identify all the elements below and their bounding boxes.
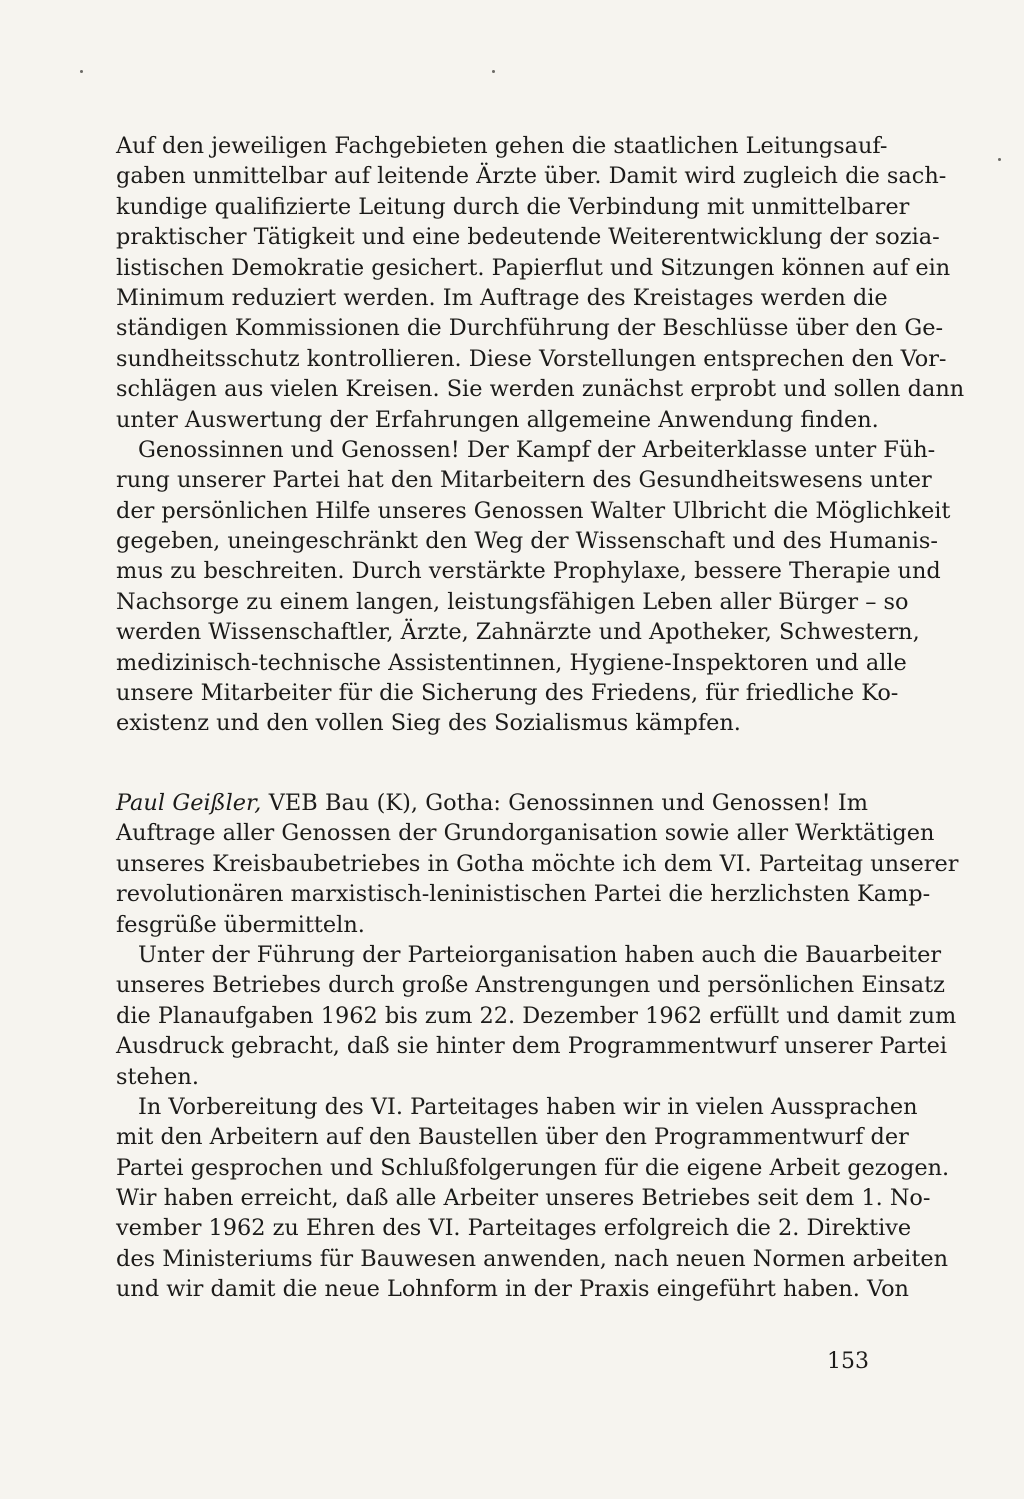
text-line: werden Wissenschaftler, Ärzte, Zahnärzte und Apotheker, Schwestern, (116, 619, 920, 646)
text-line: unseres Kreisbaubetriebes in Gotha möchte ich dem VI. Parteitag unserer (116, 850, 959, 877)
print-speck (492, 70, 495, 73)
text-line: Partei gesprochen und Schlußfolgerungen für die eigene Arbeit gezogen. (116, 1154, 950, 1181)
text-line: In Vorbereitung des VI. Parteitages haben wir in vielen Aussprachen (138, 1093, 918, 1120)
text-line: Ausdruck gebracht, daß sie hinter dem Programmentwurf unserer Partei (116, 1033, 948, 1060)
text-line: Auf den jeweiligen Fachgebieten gehen die staatlichen Leitungsauf- (116, 133, 888, 159)
text-line: Auftrage aller Genossen der Grundorganisation sowie aller Werktätigen (116, 820, 935, 847)
text-line: Minimum reduziert werden. Im Auftrage des Kreistages werden die (116, 284, 888, 311)
text-line: die Planaufgaben 1962 bis zum 22. Dezember 1962 erfüllt und damit zum (116, 1002, 957, 1029)
text-line: mit den Arbeitern auf den Baustellen über den Programmentwurf der (116, 1124, 909, 1151)
text-line (116, 788, 868, 818)
text-line: Wir haben erreicht, daß alle Arbeiter unseres Betriebes seit dem 1. No- (116, 1185, 931, 1212)
text-line: rung unserer Partei hat den Mitarbeitern des Gesundheitswesens unter (116, 467, 932, 494)
text-line: Unter der Führung der Parteiorganisation haben auch die Bauarbeiter (138, 941, 942, 968)
speaker-name: Paul Geißler, (116, 790, 262, 816)
paragraph-5 (116, 1092, 950, 1305)
text-line: schlägen aus vielen Kreisen. Sie werden zunächst erprobt und sollen dann (116, 376, 965, 403)
text-line: des Ministeriums für Bauwesen anwenden, nach neuen Normen arbeiten (116, 1245, 949, 1272)
text-line: sundheitsschutz kontrollieren. Diese Vorstellungen entsprechen den Vor- (116, 345, 947, 372)
text-line: gaben unmittelbar auf leitende Ärzte über. Damit wird zugleich die sach- (116, 163, 947, 190)
paragraph-4 (116, 940, 957, 1092)
text-line: und wir damit die neue Lohnform in der Praxis eingeführt haben. Von (116, 1276, 909, 1303)
text-line: unsere Mitarbeiter für die Sicherung des Friedens, für friedliche Ko- (116, 680, 899, 707)
text-line: der persönlichen Hilfe unseres Genossen Walter Ulbricht die Möglichkeit (116, 497, 951, 524)
page-number: 153 (827, 1349, 869, 1374)
paragraph-2 (116, 435, 951, 739)
paragraph-3 (116, 788, 959, 940)
text-line: Nachsorge zu einem langen, leistungsfähigen Leben aller Bürger – so (116, 588, 909, 615)
text-line: revolutionären marxistisch-leninistischen Partei die herzlichsten Kamp- (116, 881, 931, 908)
text-line: unter Auswertung der Erfahrungen allgemeine Anwendung finden. (116, 406, 879, 433)
text-line: medizinisch-technische Assistentinnen, Hygiene-Inspektoren und alle (116, 649, 907, 676)
text-line: gegeben, uneingeschränkt den Weg der Wissenschaft und des Humanis- (116, 528, 938, 555)
text-line: stehen. (116, 1063, 199, 1090)
text-line: unseres Betriebes durch große Anstrengungen und persönlichen Einsatz (116, 972, 945, 999)
text-line: mus zu beschreiten. Durch verstärkte Prophylaxe, bessere Therapie und (116, 558, 941, 585)
text-line: Genossinnen und Genossen! Der Kampf der Arbeiterklasse unter Füh- (138, 436, 936, 463)
print-speck (998, 158, 1001, 161)
paragraph-1 (116, 131, 965, 435)
text-line: kundige qualifizierte Leitung durch die Verbindung mit unmittelbarer (116, 193, 910, 220)
text-line: fesgrüße übermitteln. (116, 911, 365, 938)
speaker-line-rest: VEB Bau (K), Gotha: Genossinnen und Genossen! Im (261, 790, 868, 816)
text-block-lower (116, 788, 959, 1305)
text-block-upper (116, 131, 965, 739)
print-speck (80, 70, 83, 73)
text-line: praktischer Tätigkeit und eine bedeutende Weiterentwicklung der sozia- (116, 224, 940, 251)
text-line: ständigen Kommissionen die Durchführung der Beschlüsse über den Ge- (116, 315, 944, 342)
text-line: existenz und den vollen Sieg des Sozialismus kämpfen. (116, 710, 741, 737)
text-line: vember 1962 zu Ehren des VI. Parteitages erfolgreich die 2. Direktive (116, 1215, 912, 1242)
text-line: listischen Demokratie gesichert. Papierflut und Sitzungen können auf ein (116, 254, 951, 281)
